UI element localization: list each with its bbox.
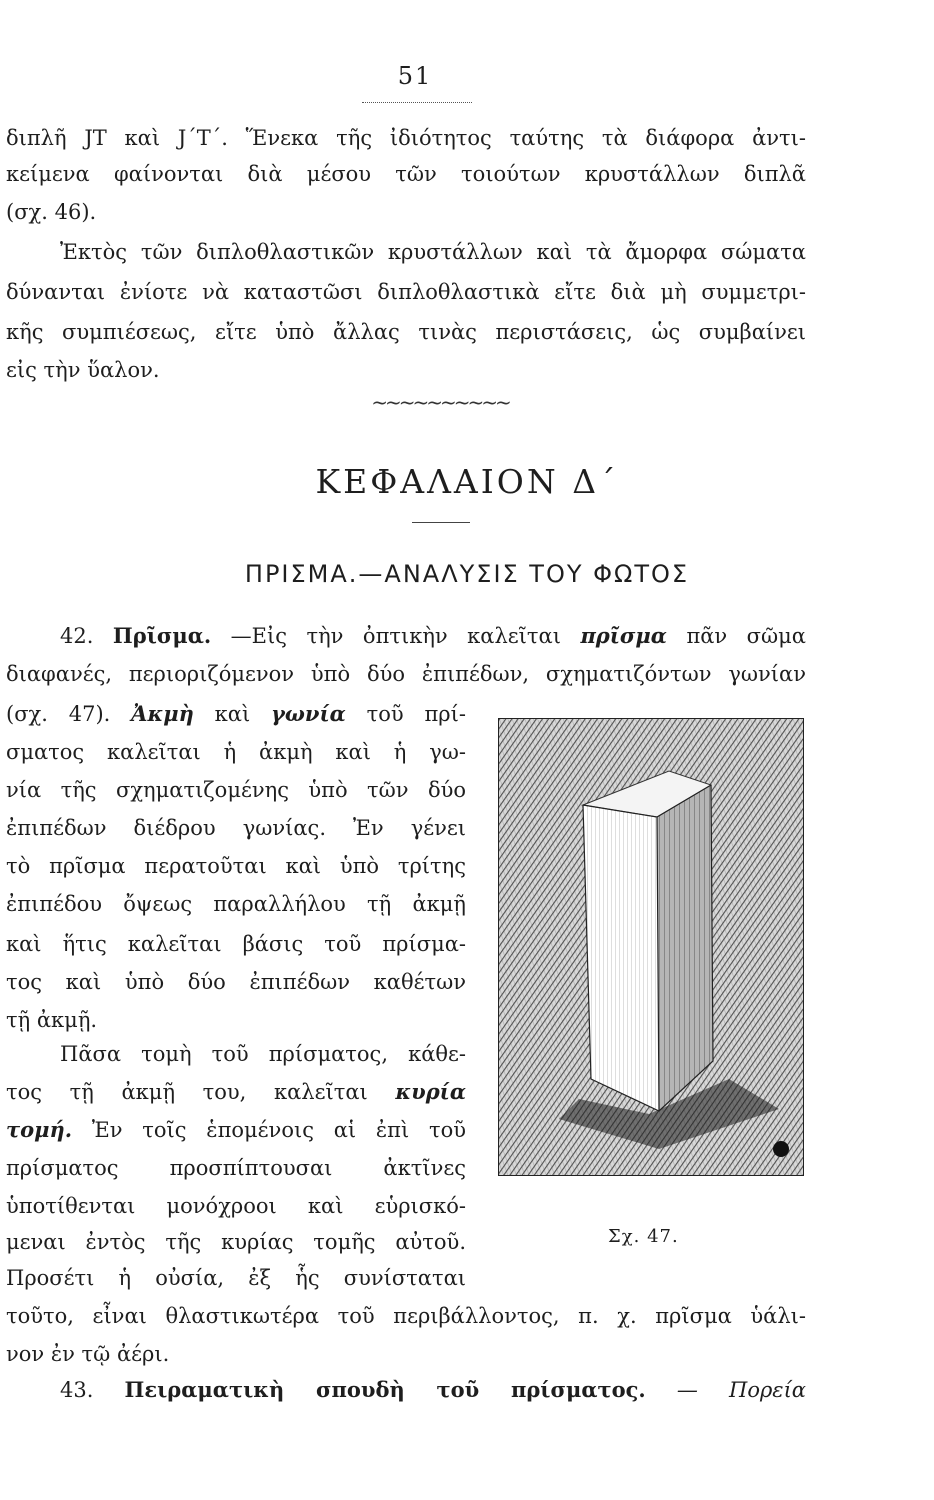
page-number-rule <box>362 102 472 103</box>
text-line: δύνανται ἐνίοτε νὰ καταστῶσι διπλοθλαστικὰ εἴτε διὰ μὴ συμμετρι- <box>6 280 806 304</box>
text-line: μεναι ἐντὸς τῆς κυρίας τομῆς αὐτοῦ. <box>6 1230 466 1254</box>
prism-figure <box>498 718 804 1176</box>
text-line: σματος καλεῖται ἡ ἀκμὴ καὶ ἡ γω- <box>6 740 466 764</box>
text-span: —Εἰς τὴν ὀπτικὴν καλεῖται <box>230 624 561 648</box>
term-angle: γωνία <box>271 701 346 726</box>
term-prism: πρῖσμα <box>580 623 667 648</box>
ornament-divider: ~~~~~~~~~~ <box>371 390 509 414</box>
text-line: νον ἐν τῷ ἀέρι. <box>6 1342 170 1366</box>
text-line: τος καὶ ὑπὸ δύο ἐπιπέδων καθέτων <box>6 970 466 994</box>
text-span: πᾶν σῶμα <box>686 624 806 648</box>
figure-caption: Σχ. 47. <box>608 1226 679 1247</box>
text-line: Πᾶσα τομὴ τοῦ πρίσματος, κάθε- <box>60 1042 466 1066</box>
section-title: ΠΡΙΣΜΑ.—ΑΝΑΛΥΣΙΣ ΤΟΥ ΦΩΤΟΣ <box>244 560 690 588</box>
text-line: ἐπιπέδου ὄψεως παραλλήλου τῇ ἀκμῇ <box>6 892 466 916</box>
term-edge: Ἀκμὴ <box>131 701 194 726</box>
text-line: τοῦτο, εἶναι θλαστικωτέρα τοῦ περιβάλλοντος, π. χ. πρῖσμα ὑάλι- <box>6 1304 806 1328</box>
text-line: κείμενα φαίνονται διὰ μέσου τῶν τοιούτων κρυστάλλων διπλᾶ <box>6 162 806 186</box>
term-section: τομή. <box>6 1117 73 1142</box>
text-line: (σχ. 46). <box>6 200 97 224</box>
prism-illustration <box>499 719 804 1176</box>
text-line <box>6 1116 466 1144</box>
text-line: εἰς τὴν ὕαλον. <box>6 358 160 382</box>
paragraph-number: 43. <box>60 1378 94 1402</box>
text-span: (σχ. 47). <box>6 702 111 726</box>
paragraph-43-line <box>6 1376 806 1404</box>
text-line <box>6 700 466 728</box>
paragraph-heading: Πειραματικὴ σπουδὴ τοῦ πρίσματος. <box>124 1377 646 1402</box>
text-line: ὑποτίθενται μονόχροοι καὶ εὑρισκό- <box>6 1194 466 1218</box>
text-line: ἐπιπέδων διέδρου γωνίας. Ἐν γένει <box>6 816 466 840</box>
text-span: Ἐν τοῖς ἑπομένοις αἱ ἐπὶ τοῦ <box>91 1118 466 1142</box>
term-principal: κυρία <box>395 1079 466 1104</box>
text-line: κῆς συμπιέσεως, εἴτε ὑπὸ ἄλλας τινὰς περιστάσεις, ὡς συμβαίνει <box>6 320 806 344</box>
text-line: τῇ ἀκμῇ. <box>6 1008 98 1032</box>
text-line <box>6 1078 466 1106</box>
paragraph-number: 42. <box>60 624 94 648</box>
text-span: τοῦ πρί- <box>366 702 466 726</box>
text-line: Προσέτι ἡ οὐσία, ἐξ ἧς συνίσταται <box>6 1266 466 1290</box>
chapter-rule <box>412 522 470 523</box>
text-span: καὶ <box>214 702 251 726</box>
text-line: τὸ πρῖσμα περατοῦται καὶ ὑπὸ τρίτης <box>6 854 466 878</box>
paragraph-heading: Πρῖσμα. <box>112 623 212 648</box>
text-line: νία τῆς σχηματιζομένης ὑπὸ τῶν δύο <box>6 778 466 802</box>
paragraph-42-line <box>6 622 806 650</box>
text-span: — Πορεία <box>676 1378 806 1402</box>
text-line: καὶ ἥτις καλεῖται βάσις τοῦ πρίσμα- <box>6 932 466 956</box>
text-line: πρίσματος προσπίπτουσαι ἀκτῖνες <box>6 1156 466 1180</box>
text-line: διαφανές, περιοριζόμενον ὑπὸ δύο ἐπιπέδων, σχηματιζόντων γωνίαν <box>6 662 806 686</box>
text-line: Ἐκτὸς τῶν διπλοθλαστικῶν κρυστάλλων καὶ τὰ ἄμορφα σώματα <box>60 240 806 264</box>
chapter-title: ΚΕΦΑΛΑΙΟΝ Δ΄ <box>315 462 619 501</box>
text-span: τος τῇ ἀκμῇ του, καλεῖται <box>6 1080 368 1104</box>
text-line: διπλῆ JT καὶ J΄T΄. Ἕνεκα τῆς ἰδιότητος ταύτης τὰ διάφορα ἀντι- <box>6 126 806 150</box>
page-number: 51 <box>397 62 433 90</box>
